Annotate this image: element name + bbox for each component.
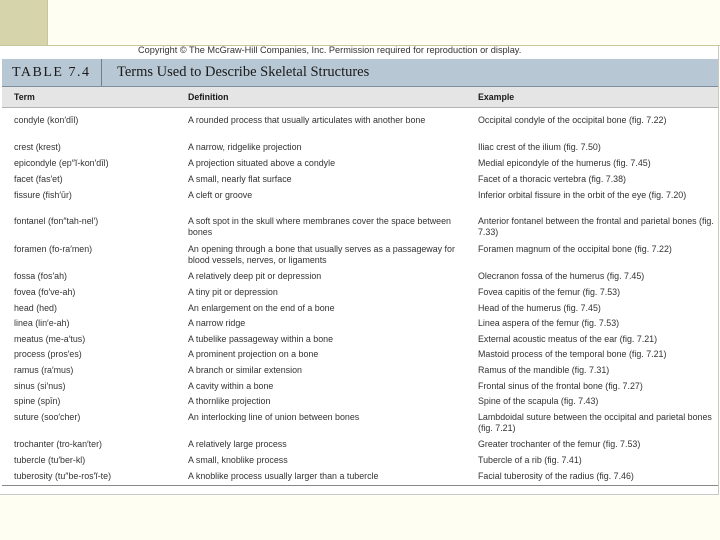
corner-divider [47,0,48,45]
example-cell: Occipital condyle of the occipital bone (fig. 7.22) [478,115,667,125]
term-cell: fissure (fish′ūr) [14,190,72,200]
definition-cell: A rounded process that usually articulates with another bone [188,115,426,125]
term-cell: epicondyle (ep″ĭ-kon′dīl) [14,158,109,168]
term-cell: spine (spīn) [14,396,61,406]
table-header-row [2,87,718,108]
term-cell: head (hed) [14,303,57,313]
definition-cell: A cavity within a bone [188,381,274,391]
term-cell: process (pros′es) [14,349,82,359]
example-cell: Anterior fontanel between the frontal and parietal bones (fig. 7.33) [478,216,714,238]
table-title-bar [2,59,718,87]
definition-cell: A narrow ridge [188,318,246,328]
definition-cell: An interlocking line of union between bones [188,412,360,422]
term-cell: linea (lin′e-ah) [14,318,70,328]
definition-cell: A thornlike projection [188,396,271,406]
definition-cell: A projection situated above a condyle [188,158,336,168]
table-title: Terms Used to Describe Skeletal Structures [117,64,370,80]
definition-cell: A relatively large process [188,439,287,449]
definition-cell: A cleft or groove [188,190,253,200]
column-header-example: Example [478,92,515,102]
term-cell: facet (fas′et) [14,174,63,184]
term-cell: crest (krest) [14,142,61,152]
term-cell: fontanel (fon″tah-nel′) [14,216,99,226]
example-cell: Facet of a thoracic vertebra (fig. 7.38) [478,174,626,184]
table-number: TABLE 7.4 [12,65,91,80]
definition-cell: A prominent projection on a bone [188,349,319,359]
term-cell: trochanter (tro-kan′ter) [14,439,102,449]
example-cell: Facial tuberosity of the radius (fig. 7.46) [478,471,634,481]
column-header-definition: Definition [188,92,229,102]
example-cell: Foramen magnum of the occipital bone (fig. 7.22) [478,244,672,254]
example-cell: Frontal sinus of the frontal bone (fig. 7.27) [478,381,643,391]
example-cell: Fovea capitis of the femur (fig. 7.53) [478,287,621,297]
term-cell: fovea (fo′ve-ah) [14,287,76,297]
example-cell: Mastoid process of the temporal bone (fig. 7.21) [478,349,667,359]
example-cell: Iliac crest of the ilium (fig. 7.50) [478,142,601,152]
definition-cell: A tubelike passageway within a bone [188,334,334,344]
corner-decoration [0,0,47,45]
term-cell: fossa (fos′ah) [14,271,67,281]
example-cell: Ramus of the mandible (fig. 7.31) [478,365,610,375]
example-cell: Spine of the scapula (fig. 7.43) [478,396,599,406]
definition-cell: A narrow, ridgelike projection [188,142,302,152]
definition-cell: A small, nearly flat surface [188,174,292,184]
example-cell: Greater trochanter of the femur (fig. 7.53) [478,439,641,449]
definition-cell: A knoblike process usually larger than a tubercle [188,471,379,481]
example-cell: Medial epicondyle of the humerus (fig. 7.45) [478,158,651,168]
definition-cell: A relatively deep pit or depression [188,271,322,281]
example-cell: Inferior orbital fissure in the orbit of the eye (fig. 7.20) [478,190,687,200]
term-cell: condyle (kon′dīl) [14,115,79,125]
term-cell: foramen (fo-ra′men) [14,244,93,254]
title-divider [101,59,102,86]
definition-cell: A branch or similar extension [188,365,302,375]
term-cell: ramus (ra′mus) [14,365,74,375]
example-cell: External acoustic meatus of the ear (fig. 7.21) [478,334,658,344]
definition-cell: A tiny pit or depression [188,287,278,297]
example-cell: Tubercle of a rib (fig. 7.41) [478,455,582,465]
copyright-notice: Copyright © The McGraw-Hill Companies, Inc. Permission required for reproduction or display. [138,45,522,55]
term-cell: sinus (si′nus) [14,381,66,391]
term-cell: tubercle (tu′ber-kl) [14,455,86,465]
column-header-term: Term [14,92,35,102]
definition-cell: A small, knoblike process [188,455,288,465]
example-cell: Olecranon fossa of the humerus (fig. 7.45) [478,271,645,281]
definition-cell: A soft spot in the skull where membranes cover the space between bones [188,216,451,238]
term-cell: suture (soo′cher) [14,412,81,422]
term-cell: tuberosity (tu″be-ros′ĭ-te) [14,471,112,481]
definition-cell: An enlargement on the end of a bone [188,303,335,313]
definition-cell: An opening through a bone that usually serves as a passageway for blood vessels, nerves, or ligaments [188,244,455,266]
table-bottom-rule [2,485,718,486]
example-cell: Head of the humerus (fig. 7.45) [478,303,601,313]
example-cell: Lambdoidal suture between the occipital and parietal bones (fig. 7.21) [478,412,712,434]
term-cell: meatus (me-a′tus) [14,334,86,344]
example-cell: Linea aspera of the femur (fig. 7.53) [478,318,620,328]
